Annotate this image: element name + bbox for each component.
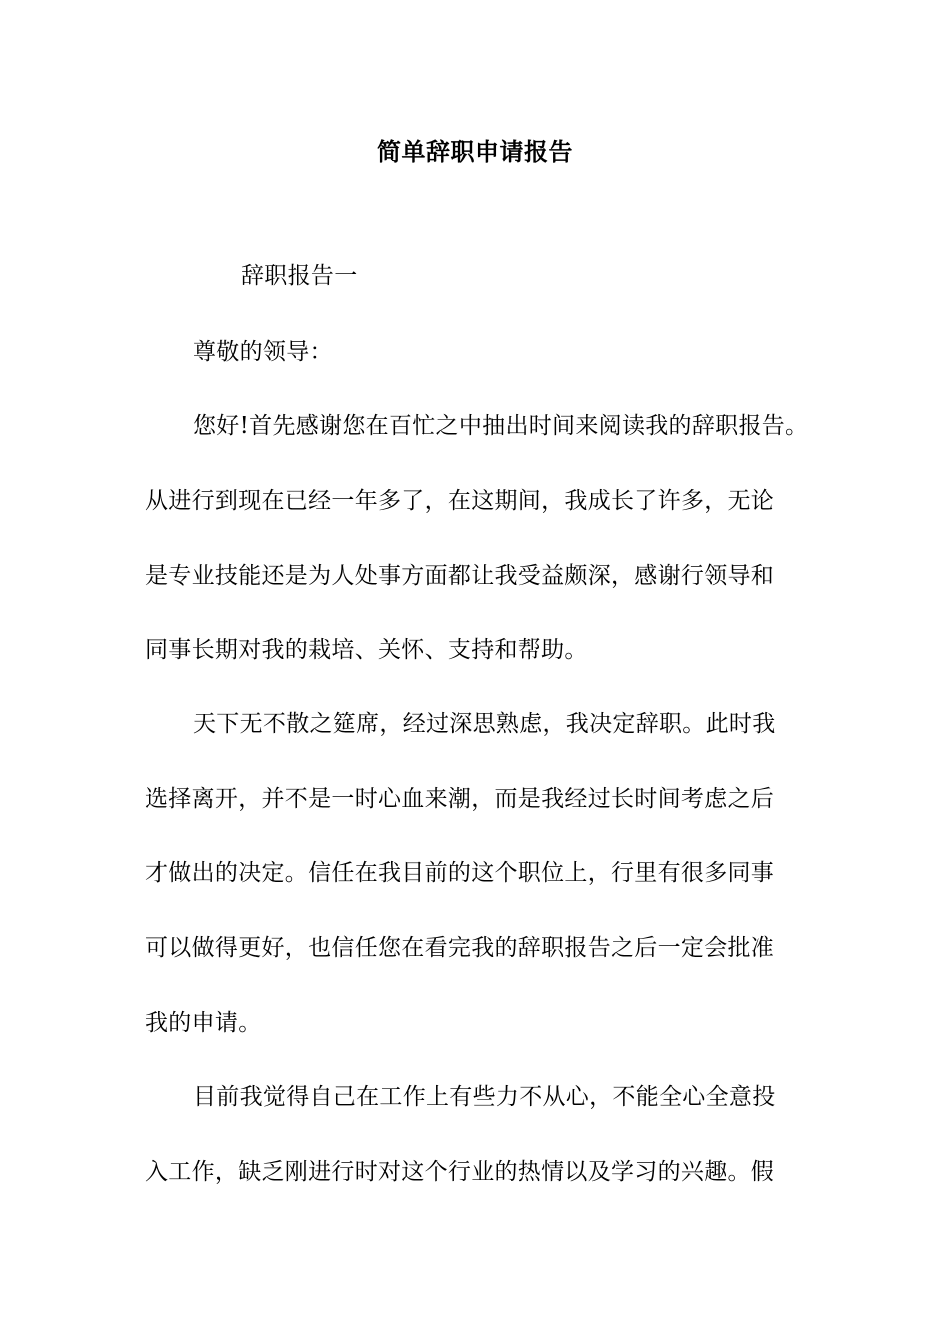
paragraph-line: 我的申请。 bbox=[145, 1010, 262, 1036]
paragraph-line: 从进行到现在已经一年多了，在这期间，我成长了许多，无论 bbox=[145, 488, 775, 514]
document-title: 简单辞职申请报告 bbox=[377, 137, 573, 166]
paragraph-line: 选择离开，并不是一时心血来潮，而是我经过长时间考虑之后 bbox=[145, 786, 775, 812]
paragraph-line: 是专业技能还是为人处事方面都让我受益颇深，感谢行领导和 bbox=[145, 563, 775, 589]
paragraph-line: 可以做得更好，也信任您在看完我的辞职报告之后一定会批准 bbox=[145, 935, 775, 961]
paragraph-line: 入工作，缺乏刚进行时对这个行业的热情以及学习的兴趣。假 bbox=[145, 1159, 775, 1185]
salutation: 尊敬的领导： bbox=[193, 339, 333, 365]
paragraph-line: 您好!首先感谢您在百忙之中抽出时间来阅读我的辞职报告。 bbox=[193, 413, 809, 439]
paragraph-line: 才做出的决定。信任在我目前的这个职位上，行里有很多同事 bbox=[145, 860, 775, 886]
paragraph-line: 同事长期对我的栽培、关怀、支持和帮助。 bbox=[145, 637, 588, 663]
section-heading: 辞职报告一 bbox=[241, 263, 358, 289]
paragraph-line: 天下无不散之筵席，经过深思熟虑，我决定辞职。此时我 bbox=[193, 711, 776, 737]
paragraph-line: 目前我觉得自己在工作上有些力不从心，不能全心全意投 bbox=[193, 1084, 776, 1110]
